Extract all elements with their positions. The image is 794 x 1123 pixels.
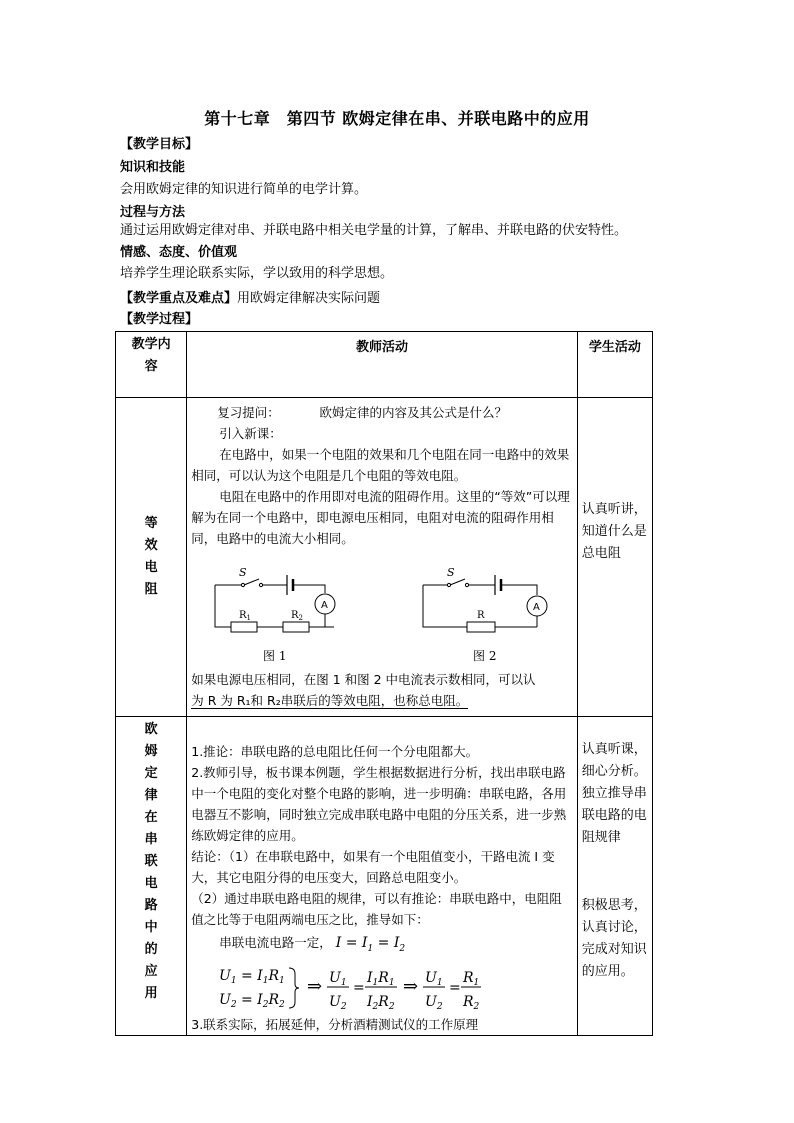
goals-heading: 【教学目标】 [120,137,199,152]
svg-text:R2: $R_2$ [463,993,480,1012]
row2-student-1: 认真听课，细心分析。独立推导串联电路的电阻规律 [581,742,647,845]
svg-text:U1: $U_1$ [329,969,347,988]
svg-text:U2: $U_2$ [425,993,443,1012]
table-row-equivalent-resistance [116,398,653,717]
table-row-series-application [116,717,653,1036]
table-header-row [116,332,653,398]
alcohol-tester-item: 3.联系实际，拓展延伸，分析酒精测试仪的工作原理 [191,1016,479,1032]
row2-student-2: 积极思考，认真讨论，完成对知识的应用。 [581,898,647,979]
process-heading: 过程与方法 [120,205,186,220]
row2-label: 欧 姆 定 律 在 串 联 电 路 中 的 应 用 [116,717,187,1036]
circuit-diagram [191,565,563,669]
teacher-guide-item: 2.教师引导，板书课本例题，学生根据数据进行分析，找出串联电路中一个电阻的变化对整个电路的影响，进一步明确：串联电路，各用电器互不影响，同时独立完成串联电路中电阻的分压关系，进一步熟练欧姆定律的应用。 [191,765,567,843]
keypoints-heading: 【教学重点及难点】 [120,291,238,306]
row1-student-activity: 认真听讲，知道什么是总电阻 [577,398,652,717]
lesson-table [115,331,653,1036]
row1-teacher-activity [187,398,577,717]
fig1-caption: 图 1 [263,649,287,663]
fig1-r2-label: $R_2$ [291,610,304,622]
knowledge-heading: 知识和技能 [120,160,186,175]
figure-1 [215,575,335,632]
circuit-figures [191,565,572,669]
emotion-heading: 情感、态度、价值观 [120,245,238,260]
fig1-switch-label: S [239,566,247,579]
fig2-ammeter-label: A [533,602,541,613]
para-equivalent-meaning: 电阻在电路中的作用即对电流的阻碍作用。这里的“等效”可以理解为在同一个电路中，即电源电压相同，电阻对电流的阻碍作用相同，电路中的电流大小相同。 [191,489,570,546]
row2-teacher-activity [187,717,577,1036]
keypoints-text: 用欧姆定律解决实际问题 [237,291,381,306]
svg-text:⇒: ⇒ [307,975,323,997]
voltage-ratio-derivation [219,962,519,1012]
intro-line: 引入新课： [219,426,282,441]
keypoints-line [120,289,380,309]
para-equivalent-def: 在电路中，如果一个电阻的效果和几个电阻在同一电路中的效果相同，可以认为这个电阻是几个电阻的等效电阻。 [191,447,570,483]
conclusion-1: 结论：（1）在串联电路中，如果有一个电阻值变小，干路电流 I 变大，其它电阻分得的电压变大，回路总电阻变小。 [191,849,555,885]
equivalent-conclusion-a: 如果电源电压相同，在图 1 和图 2 中电流表示数相同，可以认 [191,672,536,687]
svg-text:U2: $U_2$ [329,993,347,1012]
header-student: 学生活动 [577,332,652,398]
series-current-line: 串联电流电路一定， $I = I_1 = I_2$ [219,935,406,954]
conclusion-2: （2）通过串联电路电阻的规律，可以有推论：串联电路中，电阻阻值之比等于电阻两端电压之比，推导如下： [191,891,562,927]
review-line: 复习提问： 欧姆定律的内容及其公式是什么？ [217,405,508,420]
fig2-r-label: R [477,610,485,621]
teaching-process-heading: 【教学过程】 [120,312,199,327]
fig1-r1-label: $R_1$ [239,610,252,622]
svg-text:U1 = I1R1: $U_1 = I_1R_1$ [219,967,285,986]
svg-text:R1: $R_1$ [463,969,480,988]
svg-text:U2 = I2R2: $U_2 = I_2R_2$ [219,991,285,1010]
row2-student-activity [577,717,652,1036]
fig1-ammeter-label: A [321,600,329,611]
fig2-switch-label: S [447,566,455,579]
header-teacher: 教师活动 [187,332,577,398]
svg-text:I2R2: $I_2R_2$ [367,993,395,1012]
process-text: 通过运用欧姆定律对串、并联电路中相关电学量的计算，了解串、并联电路的伏安特性。 [120,223,628,238]
current-formula: $I = I_1 = I_2$ [335,935,406,954]
svg-text:=: = [449,979,461,996]
figure-2 [423,575,547,632]
equivalent-conclusion-b: 为 R 为 R₁和 R₂串联后的等效电阻，也称总电阻。 [191,693,469,708]
knowledge-text: 会用欧姆定律的知识进行简单的电学计算。 [120,182,368,197]
page-title: 第十七章 第四节 欧姆定律在串、并联电路中的应用 [204,109,590,128]
svg-text:U1: $U_1$ [425,969,443,988]
svg-text:⇒: ⇒ [403,975,419,997]
emotion-text: 培养学生理论联系实际，学以致用的科学思想。 [120,266,394,281]
inference-item: 1.推论：串联电路的总电阻比任何一个分电阻都大。 [191,744,479,759]
svg-text:=: = [353,979,365,996]
fig2-caption: 图 2 [473,649,497,663]
header-content: 教学内 容 [116,332,187,398]
row1-label: 等 效 电 阻 [116,398,187,717]
svg-text:I1R1: $I_1R_1$ [367,969,395,988]
derivation-formula [191,962,572,1012]
